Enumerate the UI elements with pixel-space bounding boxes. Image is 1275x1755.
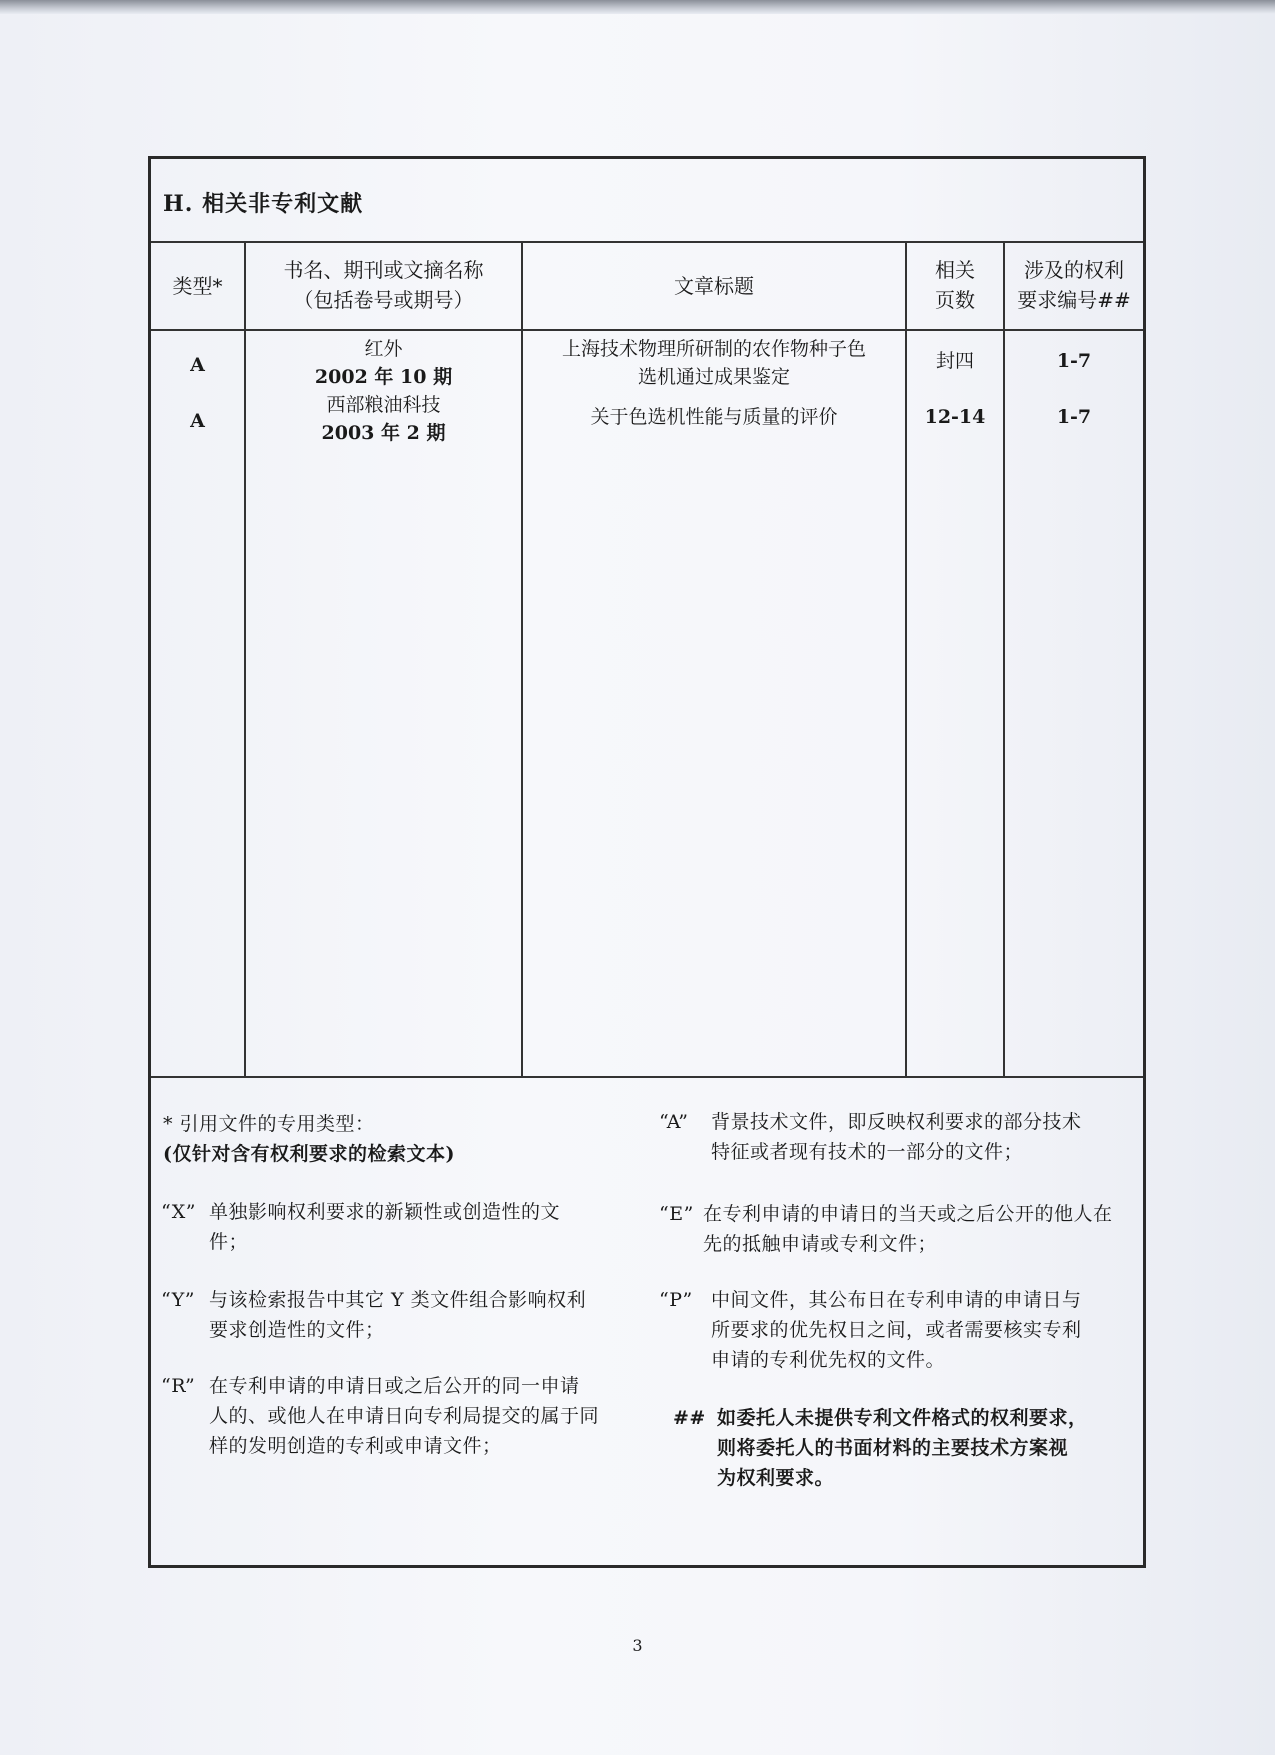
table-row-2-source-issue: 2003 年 2 期 (321, 422, 446, 444)
table-row-1-source-name: 红外 (364, 338, 403, 360)
rule-table-bottom (151, 1076, 1143, 1078)
note-hash-text: 如委托人未提供专利文件格式的权利要求， (717, 1407, 1088, 1429)
note-a-text-2: 特征或者现有技术的一部分的文件； (711, 1141, 1024, 1163)
table-row-2-pages: 12-14 (924, 406, 986, 428)
rule-header (151, 329, 1143, 331)
section-title: H. 相关非专利文献 (163, 191, 364, 217)
note-p-text: 中间文件，其公布日在专利申请的申请日与 (711, 1289, 1082, 1311)
note-x-text-2: 件； (209, 1231, 249, 1253)
note-e-text-2: 先的抵触申请或专利文件； (703, 1233, 938, 1255)
note-x-key: “X” (161, 1201, 196, 1223)
note-hash-text-2: 则将委托人的书面材料的主要技术方案视 (717, 1437, 1069, 1459)
table-row-1-type: A (190, 354, 205, 376)
header-source: 书名、期刊或文摘名称 （包括卷号或期号） (283, 258, 484, 312)
note-r-text-3: 样的发明创造的专利或申请文件； (209, 1435, 502, 1457)
table-row-1-claims: 1-7 (1056, 350, 1092, 372)
note-a-key: “A” (659, 1111, 689, 1133)
note-p-text-2: 所要求的优先权日之间，或者需要核实专利 (711, 1319, 1082, 1341)
notes-heading-2: (仅针对含有权利要求的检索文本) (163, 1143, 455, 1165)
header-type: 类型* (172, 274, 223, 298)
note-p-text-3: 申请的专利优先权的文件。 (711, 1349, 946, 1371)
search-report-frame (148, 156, 1146, 1568)
note-x-text: 单独影响权利要求的新颖性或创造性的文 (209, 1201, 561, 1223)
header-article-title: 文章标题 (674, 274, 754, 298)
table-row-2-claims: 1-7 (1056, 406, 1092, 428)
table-row-2-article-title: 关于色选机性能与质量的评价 (590, 406, 838, 428)
note-r-key: “R” (161, 1375, 196, 1397)
table-row-1-pages: 封四 (935, 350, 974, 372)
table-row-2-type: A (190, 410, 205, 432)
note-hash-text-3: 为权利要求。 (717, 1467, 835, 1489)
notes-heading-1: * 引用文件的专用类型： (163, 1113, 375, 1135)
page-number: 3 (632, 1636, 643, 1655)
note-y-text-2: 要求创造性的文件； (209, 1319, 385, 1341)
note-r-text-2: 人的、或他人在申请日向专利局提交的属于同 (209, 1405, 600, 1427)
rule-title (151, 241, 1143, 243)
note-hash-key: ## (673, 1407, 706, 1429)
table-row-1-article-title: 上海技术物理所研制的农作物种子色 选机通过成果鉴定 (561, 338, 866, 388)
header-claims: 涉及的权利 要求编号## (1017, 258, 1131, 312)
note-y-text: 与该检索报告中其它 Y 类文件组合影响权利 (209, 1289, 587, 1311)
note-a-text: 背景技术文件，即反映权利要求的部分技术 (711, 1111, 1082, 1133)
header-pages: 相关 页数 (935, 258, 975, 312)
note-e-key: “E” (659, 1203, 694, 1225)
note-y-key: “Y” (161, 1289, 195, 1311)
note-r-text: 在专利申请的申请日或之后公开的同一申请 (209, 1375, 580, 1397)
scan-edge (0, 0, 1275, 14)
table-row-2-source-name: 西部粮油科技 (326, 394, 441, 416)
note-e-text: 在专利申请的申请日的当天或之后公开的他人在 (703, 1203, 1113, 1225)
table-row-1-source-issue: 2002 年 10 期 (314, 366, 453, 388)
note-p-key: “P” (659, 1289, 693, 1311)
